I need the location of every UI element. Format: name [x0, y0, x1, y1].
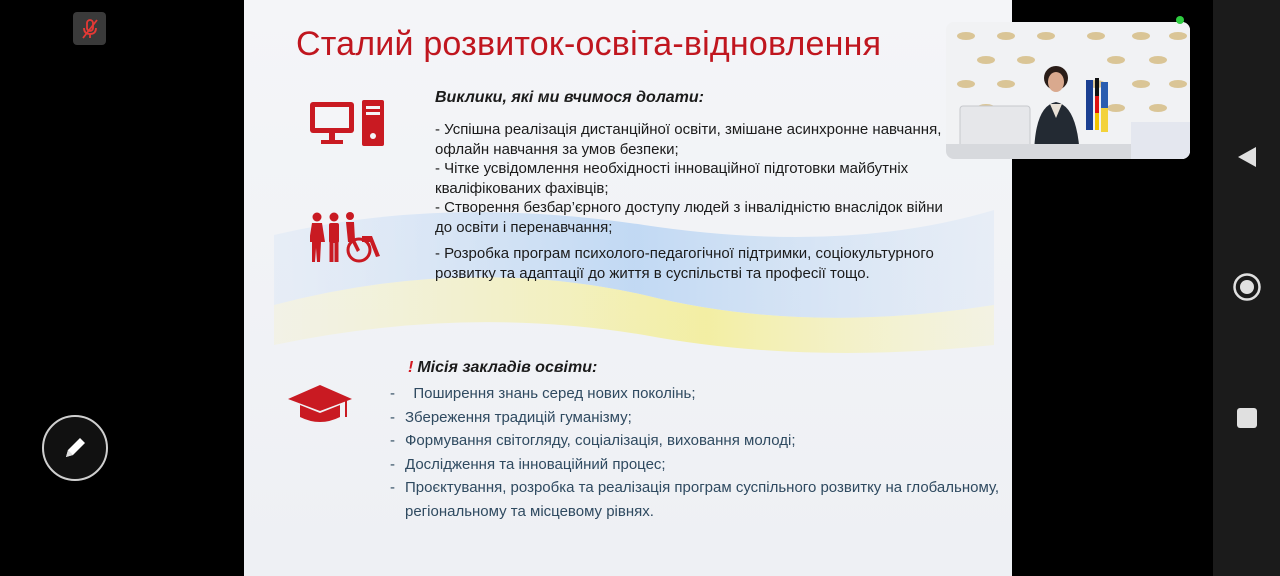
- recents-button[interactable]: [1213, 405, 1280, 431]
- mission-item: - Дослідження та інноваційний процес;: [390, 455, 666, 473]
- system-navigation-bar: [1213, 0, 1280, 576]
- annotate-pen-button[interactable]: [42, 415, 108, 481]
- challenges-list: [435, 120, 955, 283]
- back-icon: [1236, 145, 1258, 169]
- camera-active-indicator: [1176, 16, 1184, 24]
- home-button[interactable]: [1213, 272, 1280, 302]
- pen-icon: [61, 434, 89, 462]
- mission-list: [390, 382, 1000, 523]
- challenge-item: - Створення безбар’єрного доступу людей з інвалідністю внаслідок війни до освіти і перенавчання;: [435, 199, 943, 236]
- exclamation-mark: !: [408, 359, 414, 376]
- webcam-video-tile[interactable]: [946, 22, 1190, 159]
- challenges-heading: Виклики, які ми вчимося долати:: [435, 89, 704, 106]
- home-icon: [1232, 272, 1262, 302]
- challenge-item: - Розробка програм психолого-педагогічної підтримки, соціокультурного розвитку та адаптації до життя в суспільстві та професії тощо.: [435, 245, 934, 282]
- mission-item: - Збереження традицій гуманізму;: [390, 408, 632, 426]
- mission-item: - Поширення знань серед нових поколінь;: [390, 385, 696, 402]
- back-button[interactable]: [1213, 142, 1280, 172]
- people-accessibility-icon: [310, 212, 386, 264]
- webcam-scene-image: [946, 22, 1190, 159]
- mission-item: - Формування світогляду, соціалізація, виховання молоді;: [390, 432, 796, 449]
- challenge-item: - Чітке усвідомлення необхідності інноваційної підготовки майбутніх кваліфікованих фахівців;: [435, 160, 909, 197]
- mission-heading: [408, 359, 597, 377]
- recents-icon: [1236, 407, 1258, 429]
- challenge-item: - Успішна реалізація дистанційної освіти, змішане асинхронне навчання, офлайн навчання за умов безпеки;: [435, 121, 942, 158]
- computer-icon: [310, 100, 386, 148]
- graduation-cap-icon: [286, 383, 354, 425]
- mute-mic-button[interactable]: [73, 12, 106, 45]
- mission-heading-text: Місія закладів освіти:: [417, 359, 598, 376]
- slide-title: Сталий розвиток-освіта-відновлення: [296, 25, 882, 63]
- presentation-slide: [244, 0, 1012, 576]
- mission-item: - Проєктування, розробка та реалізація програм суспільного розвитку на глобальному, регіональному та місцевому рівнях.: [390, 479, 1000, 520]
- mic-off-icon: [80, 18, 100, 40]
